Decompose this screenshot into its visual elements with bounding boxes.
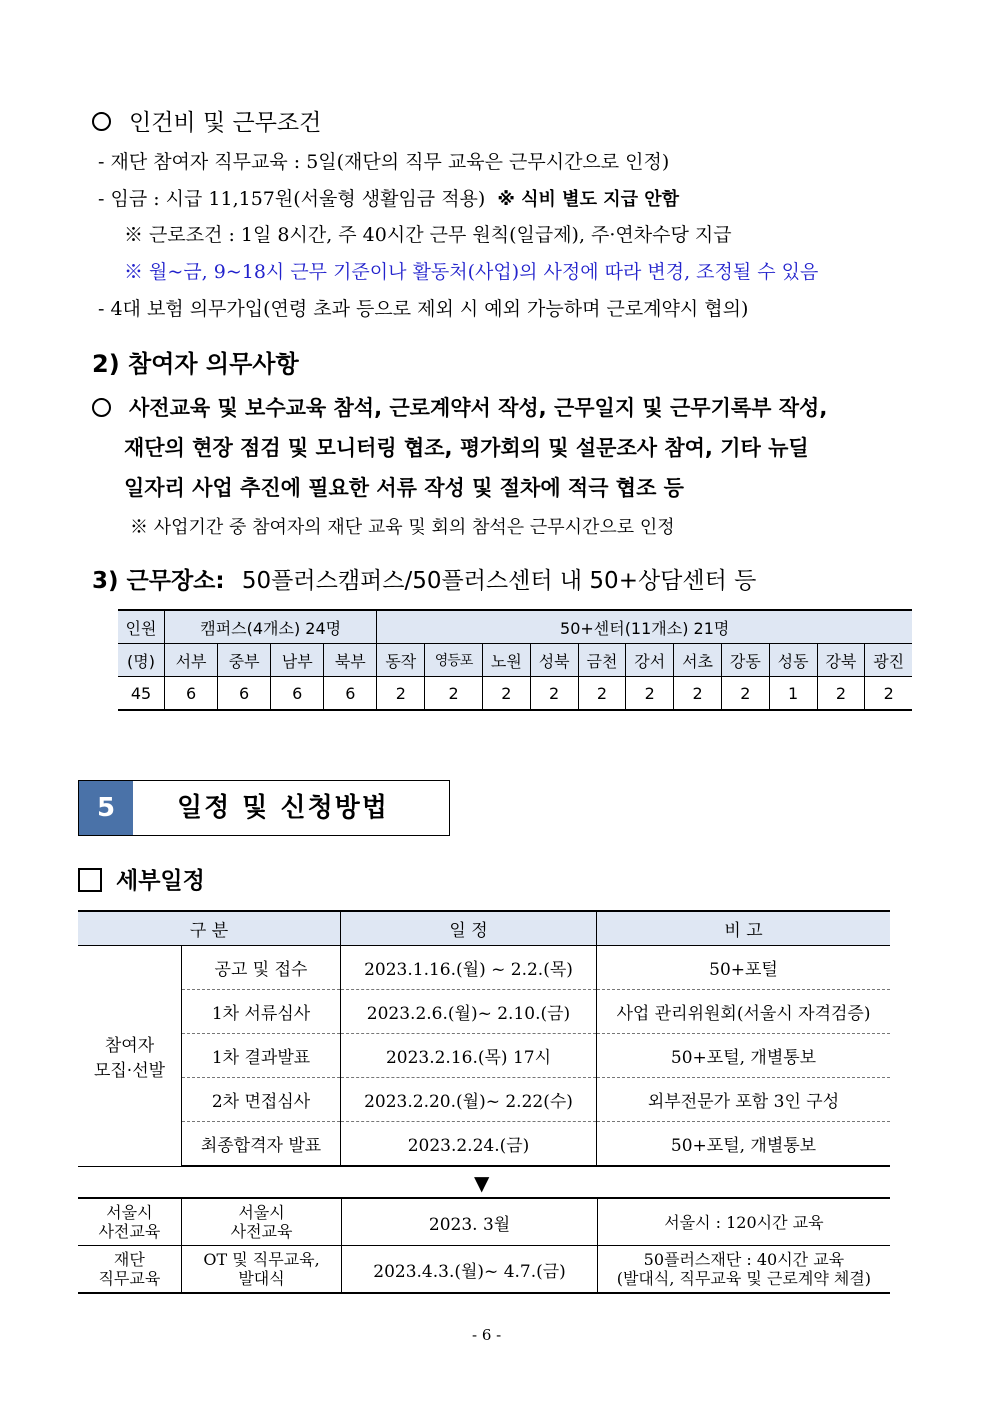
location-cell: 서초 [674, 644, 722, 677]
location-cell: 성동 [769, 644, 817, 677]
location-cell: 남부 [271, 644, 324, 677]
recruit-group-cell [78, 946, 182, 1167]
schedule-date: 2023.2.20.(월)~ 2.22(수) [341, 1078, 597, 1122]
workplace-heading-label: 3) 근무장소: [92, 568, 225, 594]
detail-heading-text: 세부일정 [116, 868, 205, 894]
schedule-note: 50+포털 [597, 946, 891, 990]
count-cell: 2 [530, 677, 578, 711]
circle-bullet-icon [92, 398, 111, 417]
duties-line: 일자리 사업 추진에 필요한 서류 작성 및 절차에 적극 협조 등 [124, 476, 684, 500]
schedule-step: 공고 및 접수 [182, 946, 341, 990]
schedule-row [78, 1122, 890, 1167]
schedule-step: 1차 결과발표 [182, 1034, 341, 1078]
campus-group-cell: 캠퍼스(4개소) 24명 [165, 610, 377, 644]
schedule-date: 2023.2.16.(목) 17시 [341, 1034, 597, 1078]
staff-table-count-row [118, 677, 912, 711]
training-date: 2023.4.3.(월)~ 4.7.(금) [342, 1246, 597, 1294]
location-cell: 강북 [817, 644, 865, 677]
condition-item: ※ 월~금, 9~18시 근무 기준이나 활동처(사업)의 사정에 따라 변경, 조정될 수 있음 [124, 261, 819, 283]
conditions-heading-text: 인건비 및 근무조건 [129, 110, 322, 136]
count-cell: 2 [578, 677, 626, 711]
center-group-cell: 50+센터(11개소) 21명 [377, 610, 912, 644]
schedule-step: 1차 서류심사 [182, 990, 341, 1034]
location-cell: 금천 [578, 644, 626, 677]
schedule-table [78, 910, 890, 1167]
training-row [78, 1198, 890, 1246]
staff-label-cell: (명) [118, 644, 165, 677]
duties-heading: 2) 참여자 의무사항 [92, 350, 299, 378]
location-cell: 동작 [377, 644, 425, 677]
staff-label-cell: 인원 [118, 610, 165, 644]
condition-item: - 재단 참여자 직무교육 : 5일(재단의 직무 교육은 근무시간으로 인정) [98, 151, 670, 173]
training-category-line: 서울시 [106, 1203, 153, 1222]
count-cell: 2 [377, 677, 425, 711]
total-count-cell: 45 [118, 677, 165, 711]
conditions-heading [92, 104, 321, 137]
section-title: 일정 및 신청방법 [177, 793, 389, 823]
training-note: 서울시 : 120시간 교육 [597, 1198, 890, 1246]
detail-heading [78, 862, 205, 895]
schedule-header-row [78, 911, 890, 946]
count-cell: 2 [865, 677, 912, 711]
schedule-note: 50+포털, 개별통보 [597, 1034, 891, 1078]
training-item [181, 1246, 342, 1294]
schedule-row [78, 990, 890, 1034]
location-cell: 서부 [165, 644, 218, 677]
recruit-group-label: 참여자 [104, 1035, 155, 1056]
location-cell: 영등포 [425, 644, 483, 677]
training-item-line: OT 및 직무교육, [203, 1250, 320, 1269]
training-table [78, 1197, 890, 1294]
duties-line: 재단의 현장 점검 및 모니터링 협조, 평가회의 및 설문조사 참여, 기타 뉴딜 [124, 436, 809, 460]
condition-item: ※ 근로조건 : 1일 8시간, 주 40시간 근무 원칙(일급제), 주·연차수당 지급 [124, 224, 732, 246]
schedule-date: 2023.1.16.(월) ~ 2.2.(목) [341, 946, 597, 990]
count-cell: 2 [425, 677, 483, 711]
condition-item: - 4대 보험 의무가입(연령 초과 등으로 제외 시 예외 가능하며 근로계약시 협의) [98, 298, 749, 320]
training-category-line: 직무교육 [98, 1269, 161, 1288]
count-cell: 6 [218, 677, 271, 711]
checkbox-square-icon [78, 868, 102, 892]
training-item-line: 발대식 [238, 1269, 285, 1288]
training-note-line: (발대식, 직무교육 및 근로계약 체결) [616, 1269, 872, 1288]
training-note [597, 1246, 890, 1294]
training-note-line: 50플러스재단 : 40시간 교육 [643, 1250, 845, 1269]
location-cell: 중부 [218, 644, 271, 677]
section-header [78, 780, 450, 836]
schedule-step: 2차 면접심사 [182, 1078, 341, 1122]
training-item [181, 1198, 342, 1246]
training-category-line: 재단 [113, 1250, 145, 1269]
schedule-header-date: 일 정 [341, 911, 597, 946]
location-cell: 광진 [865, 644, 912, 677]
training-category [78, 1198, 181, 1246]
location-cell: 북부 [324, 644, 377, 677]
staff-table-location-row [118, 644, 912, 677]
section-number: 5 [79, 781, 133, 835]
location-cell: 성북 [530, 644, 578, 677]
location-cell: 강서 [626, 644, 674, 677]
training-category [78, 1246, 181, 1294]
training-category-line: 사전교육 [98, 1222, 161, 1241]
staff-table-group-row [118, 610, 912, 644]
training-item-line: 사전교육 [230, 1222, 293, 1241]
staff-table [118, 609, 912, 711]
schedule-header-note: 비 고 [597, 911, 891, 946]
schedule-row [78, 1078, 890, 1122]
schedule-row [78, 946, 890, 990]
circle-bullet-icon [92, 112, 111, 131]
count-cell: 6 [324, 677, 377, 711]
schedule-header-category: 구 분 [78, 911, 341, 946]
count-cell: 2 [674, 677, 722, 711]
duties-line [92, 392, 827, 422]
count-cell: 2 [482, 677, 530, 711]
count-cell: 2 [817, 677, 865, 711]
training-row [78, 1246, 890, 1294]
count-cell: 1 [769, 677, 817, 711]
duties-line-text: 사전교육 및 보수교육 참석, 근로계약서 작성, 근무일지 및 근무기록부 작성, [129, 396, 828, 420]
duties-note: ※ 사업기간 중 참여자의 재단 교육 및 회의 참석은 근무시간으로 인정 [130, 517, 675, 538]
down-arrow-icon: ▼ [474, 1171, 490, 1195]
training-date: 2023. 3월 [342, 1198, 597, 1246]
schedule-step: 최종합격자 발표 [182, 1122, 341, 1167]
count-cell: 2 [626, 677, 674, 711]
schedule-note: 사업 관리위원회(서울시 자격검증) [597, 990, 891, 1034]
count-cell: 6 [271, 677, 324, 711]
meal-note: ※ 식비 별도 지급 안함 [497, 189, 680, 210]
schedule-date: 2023.2.24.(금) [341, 1122, 597, 1167]
recruit-group-label: 모집·선발 [93, 1060, 166, 1081]
location-cell: 강동 [721, 644, 769, 677]
schedule-date: 2023.2.6.(월)~ 2.10.(금) [341, 990, 597, 1034]
schedule-note: 50+포털, 개별통보 [597, 1122, 891, 1167]
condition-item [98, 184, 679, 211]
schedule-row [78, 1034, 890, 1078]
training-item-line: 서울시 [238, 1203, 285, 1222]
page-number: - 6 - [472, 1326, 502, 1344]
location-cell: 노원 [482, 644, 530, 677]
workplace-heading [92, 562, 756, 595]
count-cell: 6 [165, 677, 218, 711]
schedule-note: 외부전문가 포함 3인 구성 [597, 1078, 891, 1122]
count-cell: 2 [721, 677, 769, 711]
wage-text: - 임금 : 시급 11,157원(서울형 생활임금 적용) [98, 188, 486, 210]
workplace-heading-text: 50플러스캠퍼스/50플러스센터 내 50+상담센터 등 [241, 568, 757, 594]
